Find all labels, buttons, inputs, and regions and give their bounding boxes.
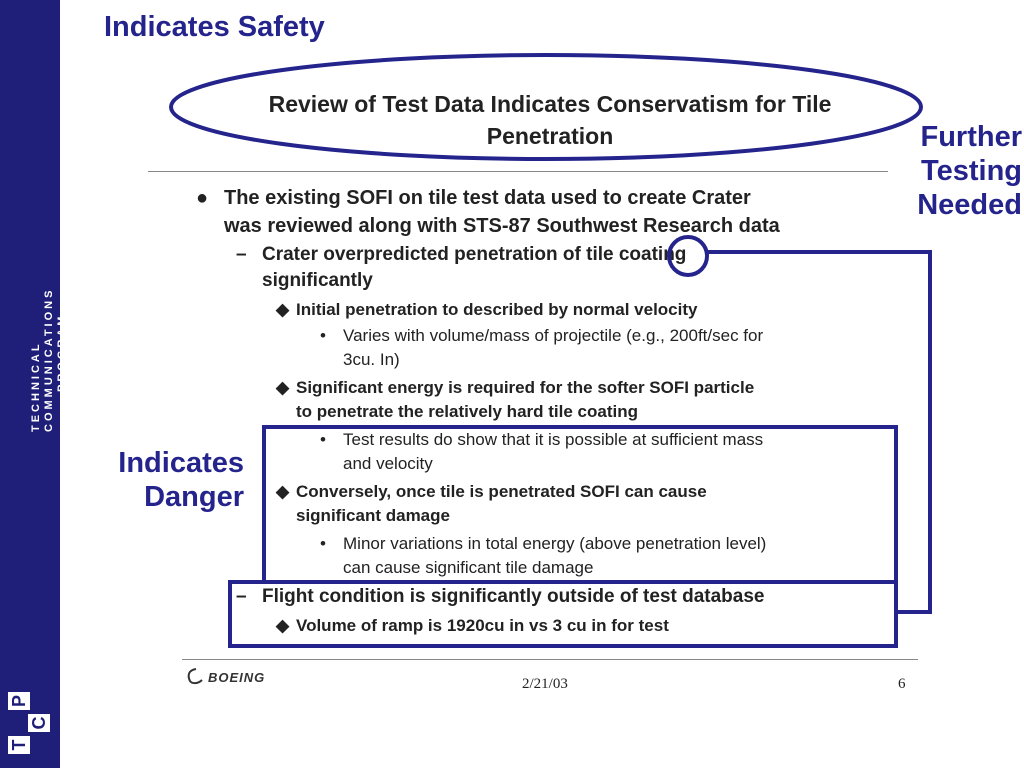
footer-page-number: 6 — [898, 676, 906, 692]
annotation-further-line-1: Further — [920, 121, 1022, 153]
dash-marker-1: – — [236, 244, 247, 265]
diamond-marker-2: ◆ — [276, 378, 290, 397]
bullet-7-line-1: Conversely, once tile is penetrated SOFI can cause — [296, 482, 707, 501]
bullet-6-line-1: Test results do show that it is possible at sufficient mass — [343, 430, 764, 449]
tcp-logo — [10, 682, 50, 758]
program-line-3: PROGRAM — [56, 313, 68, 392]
bullet-4 — [343, 324, 763, 372]
logo-letter-t: T — [8, 736, 30, 754]
diamond-marker-1: ◆ — [276, 300, 290, 319]
dot-marker-3: • — [320, 534, 326, 553]
program-name — [30, 288, 69, 432]
bullet-10: Volume of ramp is 1920cu in vs 3 cu in for test — [296, 616, 669, 635]
diamond-marker-4: ◆ — [276, 616, 290, 635]
bullet-1-line-1: The existing SOFI on tile test data used to create Crater — [224, 187, 751, 209]
annotation-danger-line-2: Danger — [144, 481, 244, 513]
program-line-2: COMMUNICATIONS — [43, 287, 55, 432]
bullet-8-line-2: can cause significant tile damage — [343, 558, 594, 577]
bullet-6 — [343, 428, 763, 476]
bullet-9: Flight condition is significantly outside of test database — [262, 586, 765, 607]
bullet-8-line-1: Minor variations in total energy (above penetration level) — [343, 534, 767, 553]
bullet-4-line-1: Varies with volume/mass of projectile (e.g., 200ft/sec for — [343, 326, 764, 345]
bullet-5-line-2: to penetrate the relatively hard tile coating — [296, 402, 638, 421]
bullet-2-line-1: Crater overpredicted penetration of tile coating — [262, 244, 687, 265]
footer-date: 2/21/03 — [522, 676, 568, 692]
sidebar — [0, 0, 68, 768]
bullet-5-line-1: Significant energy is required for the softer SOFI particle — [296, 378, 755, 397]
bullet-1-line-2: was reviewed along with STS-87 Southwest Research data — [224, 215, 780, 237]
boeing-wordmark: BOEING — [208, 670, 266, 685]
bullet-7-line-2: significant damage — [296, 506, 450, 525]
bullet-marker-1: ● — [196, 187, 209, 209]
logo-letter-c: C — [28, 714, 50, 732]
annotation-further-line-3: Needed — [917, 189, 1022, 221]
footer-divider — [182, 659, 918, 660]
annotation-danger — [64, 446, 244, 514]
diamond-marker-3: ◆ — [276, 482, 290, 501]
bullet-5 — [296, 376, 754, 424]
bullet-3: Initial penetration to described by normal velocity — [296, 300, 698, 319]
logo-letter-p: P — [8, 692, 30, 710]
bullet-6-line-2: and velocity — [343, 454, 433, 473]
bullet-2-line-2: significantly — [262, 270, 373, 291]
bullet-8 — [343, 532, 766, 580]
annotation-safety: Indicates Safety — [104, 11, 325, 43]
bullet-1 — [224, 184, 780, 240]
bullet-4-line-2: 3cu. In) — [343, 350, 400, 369]
annotation-danger-line-1: Indicates — [118, 447, 244, 479]
bullet-2 — [262, 242, 686, 294]
title-divider — [148, 171, 888, 172]
annotation-further-line-2: Testing — [921, 155, 1022, 187]
dot-marker-2: • — [320, 430, 326, 449]
slide-title-line-1: Review of Test Data Indicates Conservatism for Tile — [268, 91, 832, 117]
slide-title-line-2: Penetration — [486, 123, 614, 149]
program-line-1: TECHNICAL — [30, 341, 42, 432]
bullet-7 — [296, 480, 707, 528]
slide-title — [170, 88, 930, 152]
dot-marker-1: • — [320, 326, 326, 345]
dash-marker-2: – — [236, 586, 247, 607]
boeing-logo-icon — [186, 666, 208, 686]
